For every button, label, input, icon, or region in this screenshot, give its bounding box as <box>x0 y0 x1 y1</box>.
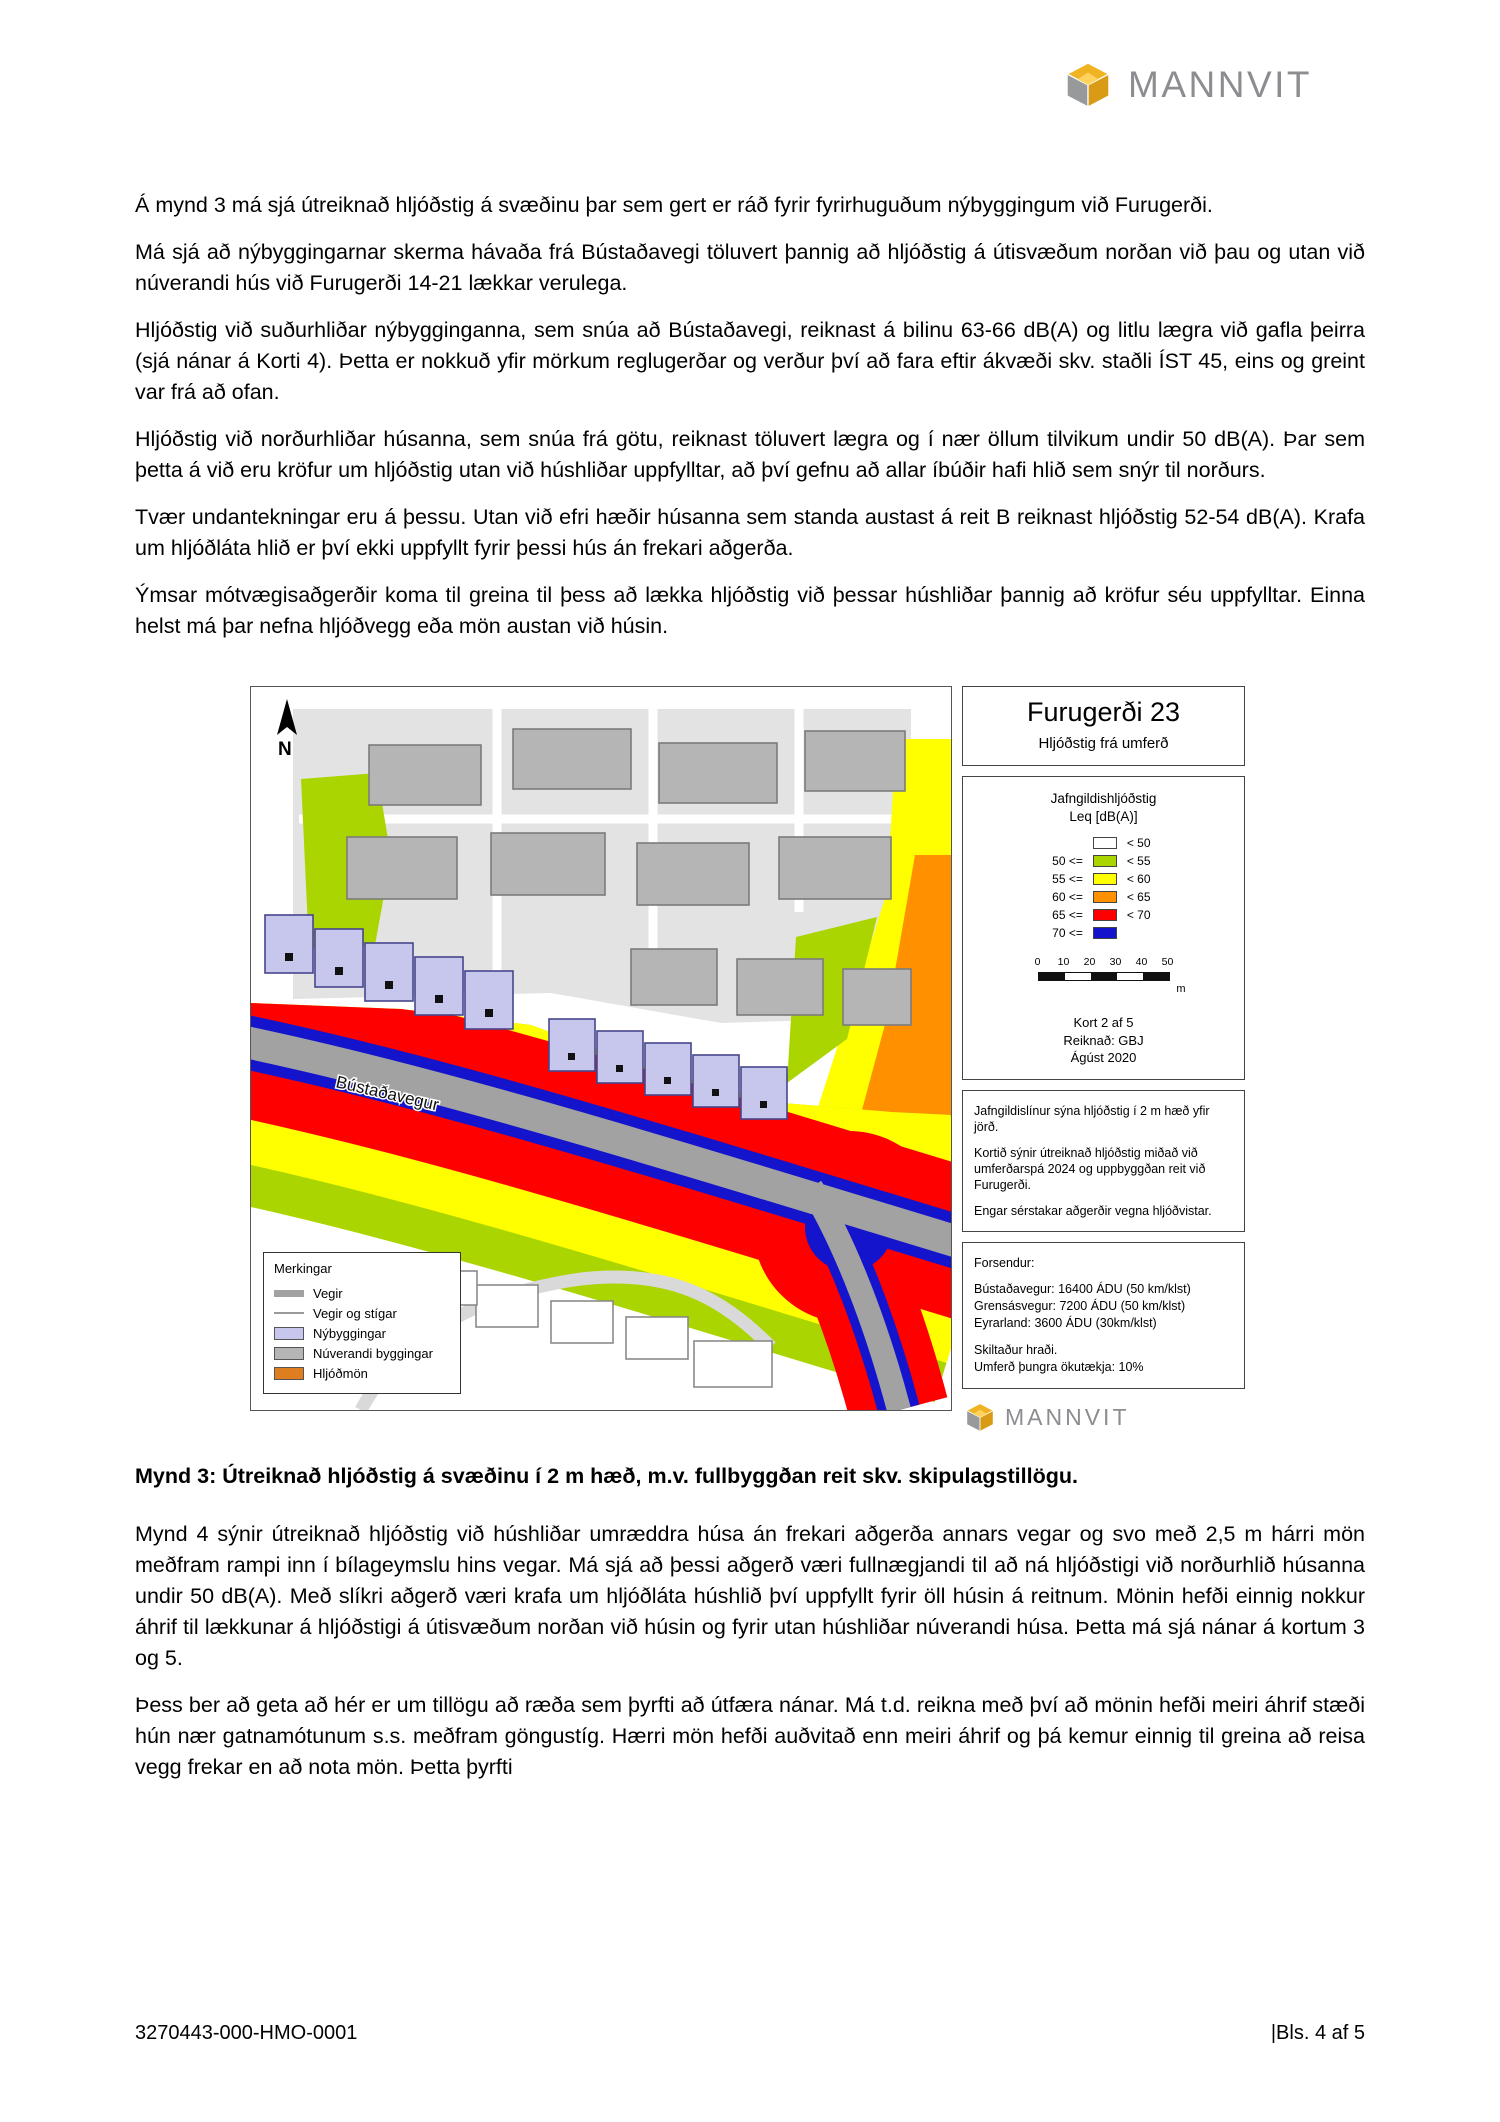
map-key-item-nybyggingar <box>274 1323 450 1343</box>
figure-caption: Mynd 3: Útreiknað hljóðstig á svæðinu í 2 m hæð, m.v. fullbyggðan reit skv. skipulagstillögu. <box>135 1464 1078 1488</box>
bound-lower: 65 <= <box>1052 908 1083 923</box>
calculated-by: Reiknað: GBJ <box>1063 1032 1144 1048</box>
road-label: Bústaðavegur <box>334 1072 441 1115</box>
assumptions-heading: Forsendur: <box>974 1255 1035 1270</box>
mannvit-hexagon-icon <box>964 1403 996 1432</box>
mannvit-hexagon-icon <box>1062 62 1114 108</box>
sheet-number: Kort 2 af 5 <box>1073 1015 1134 1031</box>
legend-row <box>1047 906 1160 924</box>
bound-lower <box>1047 834 1088 852</box>
bound-upper: < 55 <box>1126 854 1151 869</box>
bound-upper: < 50 <box>1126 836 1151 851</box>
note-line: Engar sérstakar aðgerðir vegna hljóðvistar. <box>974 1203 1212 1218</box>
noise-map <box>250 686 952 1411</box>
map-side-panel <box>962 686 1245 1431</box>
map-key-label: Vegir og stígar <box>313 1305 397 1321</box>
mannvit-logo <box>1062 62 1312 108</box>
scale-unit: m <box>1176 983 1186 996</box>
note-line: Kortið sýnir útreiknað hljóðstig miðað við umferðarspá 2024 og uppbyggðan reit við Furugerði. <box>974 1145 1206 1192</box>
road-swatch <box>274 1290 304 1297</box>
assumption-line: Eyrarland: 3600 ÁDU (30km/klst) <box>974 1316 1157 1331</box>
map-key <box>263 1252 461 1394</box>
north-label: N <box>278 739 292 760</box>
map-subtitle: Hljóðstig frá umferð <box>1038 735 1169 752</box>
new-building-swatch <box>274 1327 304 1340</box>
scale-bar-segments <box>1038 972 1170 981</box>
bound-lower: 55 <= <box>1052 872 1083 887</box>
map-notes-box <box>962 1090 1245 1232</box>
map-title: Furugerði 23 <box>1026 697 1181 727</box>
bound-upper: < 65 <box>1126 890 1151 905</box>
legend-row <box>1047 852 1160 870</box>
paragraph-1: Á mynd 3 má sjá útreiknað hljóðstig á svæðinu þar sem gert er ráð fyrir fyrirhuguðum nýbyggingum við Furugerði. <box>135 193 1213 217</box>
assumptions-box <box>962 1242 1245 1390</box>
assumption-line: Bústaðavegur: 16400 ÁDU (50 km/klst) <box>974 1281 1191 1296</box>
mannvit-wordmark: MANNVIT <box>1005 1404 1130 1431</box>
noise-level-table <box>1047 834 1160 942</box>
map-key-item-hljodmon <box>274 1363 450 1383</box>
bound-upper: < 70 <box>1126 908 1151 923</box>
scale-tick: 20 <box>1083 956 1096 969</box>
color-swatch <box>1093 927 1117 939</box>
bound-lower: 60 <= <box>1052 890 1083 905</box>
bound-lower: 70 <= <box>1052 926 1083 941</box>
existing-building-swatch <box>274 1347 304 1360</box>
color-swatch <box>1093 837 1117 849</box>
scale-bar <box>1034 956 1186 1002</box>
paragraph-3: Hljóðstig við suðurhliðar nýbygginganna, sem snúa að Bústaðavegi, reiknast á bilinu 63-66 dB(A) og litlu lægra við gafla þeirra (sjá nánar á Korti 4). Þetta er nokkuð yfir mörkum reglugerðar og verður því að fara eftir ákvæði skv. staðli ÍST 45, eins og greint var frá að ofan. <box>135 318 1365 404</box>
legend-row <box>1047 870 1160 888</box>
color-swatch <box>1093 873 1117 885</box>
bound-upper <box>1122 924 1160 942</box>
paragraph-2: Má sjá að nýbyggingarnar skerma hávaða frá Bústaðavegi töluvert þannig að hljóðstig á útisvæðum norðan við þau og utan við núverandi hús við Furugerði 14-21 lækkar verulega. <box>135 240 1365 295</box>
scale-tick: 30 <box>1109 956 1122 969</box>
paragraph-5: Tvær undantekningar eru á þessu. Utan við efri hæðir húsanna sem standa austast á reit B reiknast hljóðstig 52-54 dB(A). Krafa um hljóðláta hlið er því ekki uppfyllt fyrir þessi hús án frekari aðgerða. <box>135 505 1365 560</box>
paragraph-7: Mynd 4 sýnir útreiknað hljóðstig við húshliðar umræddra húsa án frekari aðgerða annars vegar og svo með 2,5 m hárri mön meðfram rampi inn í bílageymslu hins vegar. Má sjá að þessi aðgerð væri fullnægjandi til að ná hljóðstigi við norðurhlið húsanna undir 50 dB(A). Með slíkri aðgerð væri krafa um hljóðláta húshlið því uppfyllt fyrir öll húsin á reitnum. Mönin hefði einnig nokkur áhrif til lækkunar á hljóðstigi á útisvæðum norðan við húsin og fyrir utan húshliðar núverandi húsa. Þetta má sjá nánar á kortum 3 og 5. <box>135 1522 1365 1670</box>
sheet-date: Ágúst 2020 <box>1070 1050 1137 1066</box>
noise-legend-box <box>962 776 1245 1080</box>
note-line: Jafngildislínur sýna hljóðstig í 2 m hæð yfir jörð. <box>974 1103 1210 1134</box>
noise-map-figure <box>250 686 1245 1431</box>
color-swatch <box>1093 909 1117 921</box>
map-sheet-info <box>973 1014 1234 1067</box>
bound-lower: 50 <= <box>1052 854 1083 869</box>
mannvit-wordmark: MANNVIT <box>1128 64 1312 105</box>
map-key-item-vegir <box>274 1283 450 1303</box>
legend-title-line1: Jafngildishljóðstig <box>1050 791 1157 806</box>
color-swatch <box>1093 891 1117 903</box>
assumption-line: Skiltaður hraði. <box>974 1342 1058 1357</box>
scale-tick: 10 <box>1057 956 1070 969</box>
noise-berm-swatch <box>274 1367 304 1380</box>
legend-row <box>1047 834 1160 852</box>
noise-legend-title <box>973 790 1234 825</box>
map-key-label: Nýbyggingar <box>313 1325 386 1341</box>
map-key-title: Merkingar <box>274 1261 332 1276</box>
paragraph-4: Hljóðstig við norðurhliðar húsanna, sem snúa frá götu, reiknast töluvert lægra og í nær öllum tilvikum undir 50 dB(A). Þar sem þetta á við eru kröfur um hljóðstig utan við húshliðar uppfylltar, að því gefnu að allar íbúðir hafi hlið sem snýr til norðurs. <box>135 427 1365 482</box>
legend-row <box>1047 888 1160 906</box>
scale-tick: 0 <box>1034 956 1041 969</box>
assumption-line: Grensásvegur: 7200 ÁDU (50 km/klst) <box>974 1299 1186 1314</box>
map-key-label: Hljóðmön <box>313 1365 368 1381</box>
map-key-label: Vegir <box>313 1285 343 1301</box>
page-footer <box>135 2022 1365 2045</box>
map-key-label: Núverandi byggingar <box>313 1345 433 1361</box>
color-swatch <box>1093 855 1117 867</box>
paragraph-8: Þess ber að geta að hér er um tillögu að ræða sem þyrfti að útfæra nánar. Má t.d. reikna með því að mönin hefði meiri áhrif stæði hún nær gatnamótunum s.s. meðfram göngustíg. Hærri mön hefði auðvitað enn meiri áhrif og þá kemur einnig til greina að reisa vegg frekar en að nota mön. Þetta þyrfti <box>135 1693 1365 1779</box>
document-number: 3270443-000-HMO-0001 <box>135 2022 358 2044</box>
bound-upper: < 60 <box>1126 872 1151 887</box>
legend-title-line2: Leq [dB(A)] <box>1069 808 1138 824</box>
map-title-box <box>962 686 1245 766</box>
page-number: |Bls. 4 af 5 <box>1270 2022 1365 2044</box>
map-key-item-stigar <box>274 1303 450 1323</box>
map-key-item-nuverandi <box>274 1343 450 1363</box>
paragraph-6: Ýmsar mótvægisaðgerðir koma til greina til þess að lækka hljóðstig við þessar húshliðar þannig að kröfur séu uppfylltar. Einna helst má þar nefna hljóðvegg eða mön austan við húsin. <box>135 583 1365 638</box>
assumption-line: Umferð þungra ökutækja: 10% <box>974 1359 1144 1374</box>
page-body <box>135 190 1365 1799</box>
scale-tick: 50 <box>1161 956 1174 969</box>
panel-mannvit-logo <box>962 1399 1245 1434</box>
path-swatch <box>274 1312 304 1314</box>
scale-tick: 40 <box>1135 956 1148 969</box>
legend-row <box>1047 924 1160 942</box>
